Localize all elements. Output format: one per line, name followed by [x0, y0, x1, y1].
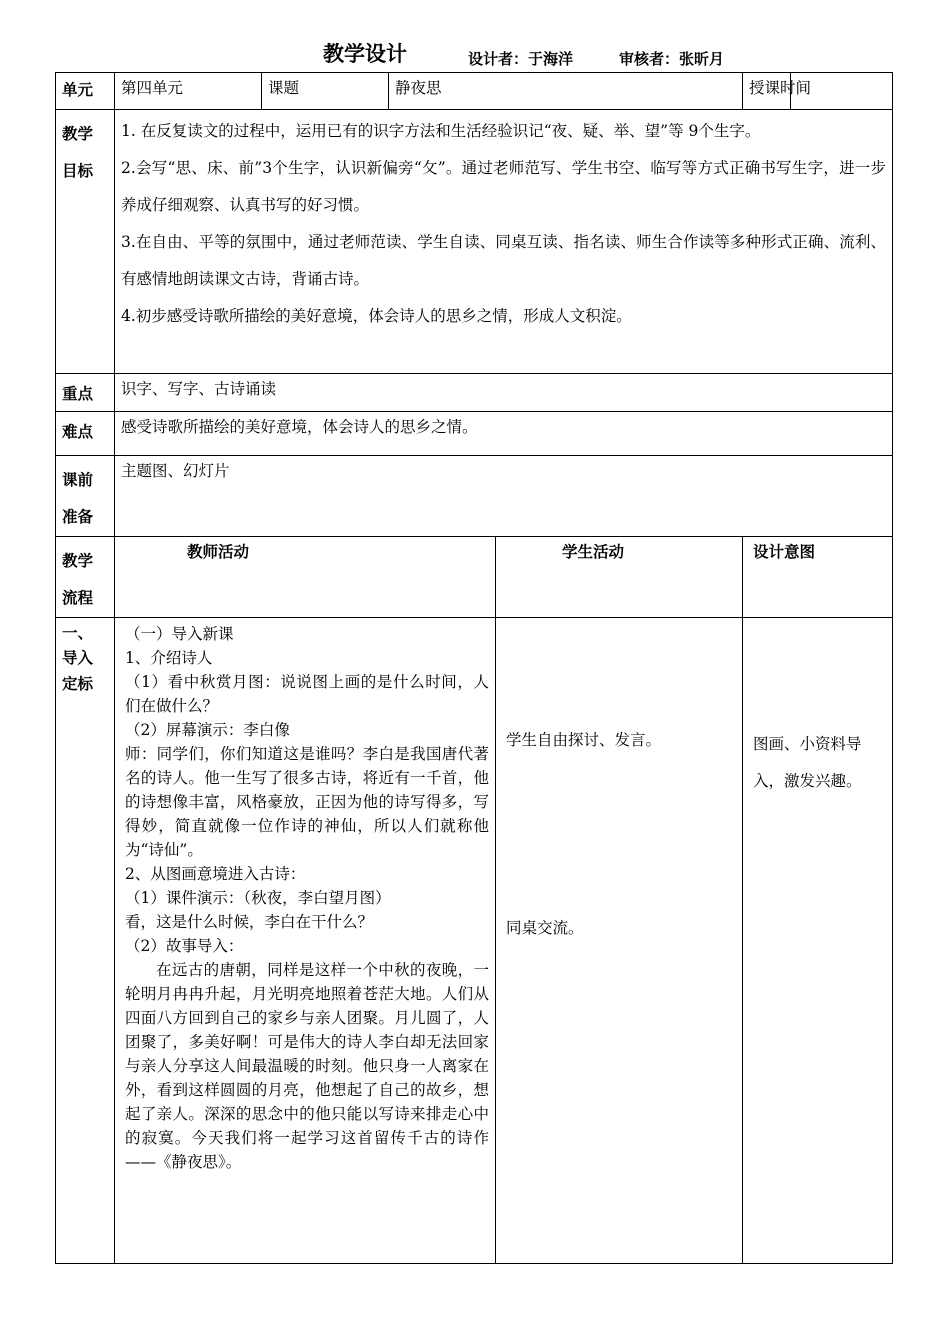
teacher-line: （2）故事导入： — [125, 937, 244, 955]
difficulty-label: 难点 — [56, 412, 115, 456]
section1-label-line2: 导入 — [62, 649, 94, 667]
goals-label — [56, 110, 115, 374]
unit-label: 单元 — [56, 73, 115, 110]
goal-item-2: 2.会写“思、床、前”3个生字，认识新偏旁“攵”。通过老师范写、学生书空、临写等方式正确书写生字，进一步养成仔细观察、认真书写的好习惯。 — [121, 159, 887, 214]
topic-label: 课题 — [262, 73, 389, 110]
section1-label-line3: 定标 — [62, 675, 94, 693]
goal-item-1: 1. 在反复读文的过程中，运用已有的识字方法和生活经验识记“夜、疑、举、望”等 9个生字。 — [121, 122, 761, 140]
teacher-line: （1）课件演示：（秋夜，李白望月图） — [125, 889, 391, 907]
design-intent-header: 设计意图 — [743, 537, 893, 618]
difficulty-row — [56, 412, 893, 456]
unit-value: 第四单元 — [115, 73, 262, 110]
section1-label — [56, 618, 115, 1264]
process-header-row — [56, 537, 893, 618]
key-points-value: 识字、写字、古诗诵读 — [115, 374, 893, 412]
preparation-label — [56, 456, 115, 537]
goals-row — [56, 110, 893, 374]
difficulty-value: 感受诗歌所描绘的美好意境，体会诗人的思乡之情。 — [115, 412, 893, 456]
document-title: 教学设计 — [323, 42, 407, 66]
section1-design-intent: 图画、小资料导入，激发兴趣。 — [743, 618, 893, 1264]
teacher-story-paragraph: 在远古的唐朝，同样是这样一个中秋的夜晚，一轮明月冉冉升起，月光明亮地照着苍茫大地。人们从四面八方回到自己的家乡与亲人团聚。月儿圆了，人团聚了，多美好啊！可是伟大的诗人李白却无法回家与亲人分享这人间最温暖的时刻。他只身一人离家在外，看到这样圆圆的月亮，他想起了自己的故乡，想起了亲人。深深的思念中的他只能以写诗来排走心中的寂寞。今天我们将一起学习这首留传千古的诗作——《静夜思》。 — [125, 961, 489, 1171]
section1-teacher-activity — [115, 618, 496, 1264]
student-activity-2: 同桌交流。 — [506, 919, 584, 937]
teacher-line: （一）导入新课 — [125, 625, 234, 643]
preparation-label-line1: 课前 — [62, 471, 94, 489]
lesson-plan-table — [55, 72, 893, 1264]
teacher-line: （2）屏幕演示：李白像 — [125, 721, 290, 739]
teacher-activity-header: 教师活动 — [115, 537, 496, 618]
time-label: 授课时间 — [749, 79, 812, 97]
preparation-label-line2: 准备 — [62, 508, 94, 526]
goal-item-3: 3.在自由、平等的氛围中，通过老师范读、学生自读、同桌互读、指名读、师生合作读等多种形式正确、流利、有感情地朗读课文古诗，背诵古诗。 — [121, 233, 887, 288]
reviewer-label: 审核者：张昕月 — [619, 50, 725, 68]
time-label-cell — [743, 73, 812, 110]
section1-label-line1: 一、 — [62, 624, 94, 642]
section1-student-activity — [496, 618, 743, 1264]
process-label — [56, 537, 115, 618]
teacher-line: （1）看中秋赏月图：说说图上画的是什么时间，人们在做什么？ — [125, 673, 489, 715]
topic-value: 静夜思 — [389, 73, 743, 110]
key-points-row — [56, 374, 893, 412]
designer-label: 设计者：于海洋 — [468, 50, 574, 68]
teacher-line: 2、从图画意境进入古诗： — [125, 865, 306, 883]
section1-row — [56, 618, 893, 1264]
process-label-line2: 流程 — [62, 589, 94, 607]
goals-label-line2: 目标 — [62, 162, 94, 180]
key-points-label: 重点 — [56, 374, 115, 412]
preparation-row — [56, 456, 893, 537]
goal-item-4: 4.初步感受诗歌所描绘的美好意境，体会诗人的思乡之情，形成人文积淀。 — [121, 307, 632, 325]
teacher-line: 1、介绍诗人 — [125, 649, 213, 667]
goals-content — [115, 110, 893, 374]
student-activity-1: 学生自由探讨、发言。 — [506, 731, 662, 749]
document-header — [0, 36, 950, 74]
goals-label-line1: 教学 — [62, 125, 94, 143]
preparation-value: 主题图、幻灯片 — [115, 456, 893, 537]
teacher-line: 看，这是什么时候，李白在干什么？ — [125, 913, 374, 931]
info-row — [56, 73, 893, 110]
student-activity-header: 学生活动 — [496, 537, 743, 618]
process-label-line1: 教学 — [62, 552, 94, 570]
teacher-line: 师：同学们，你们知道这是谁吗？李白是我国唐代著名的诗人。他一生写了很多古诗，将近有一千首，他的诗想像丰富，风格豪放，正因为他的诗写得多，写得妙，简直就像一位作诗的神仙，所以人们就称他为“诗仙”。 — [125, 745, 489, 859]
